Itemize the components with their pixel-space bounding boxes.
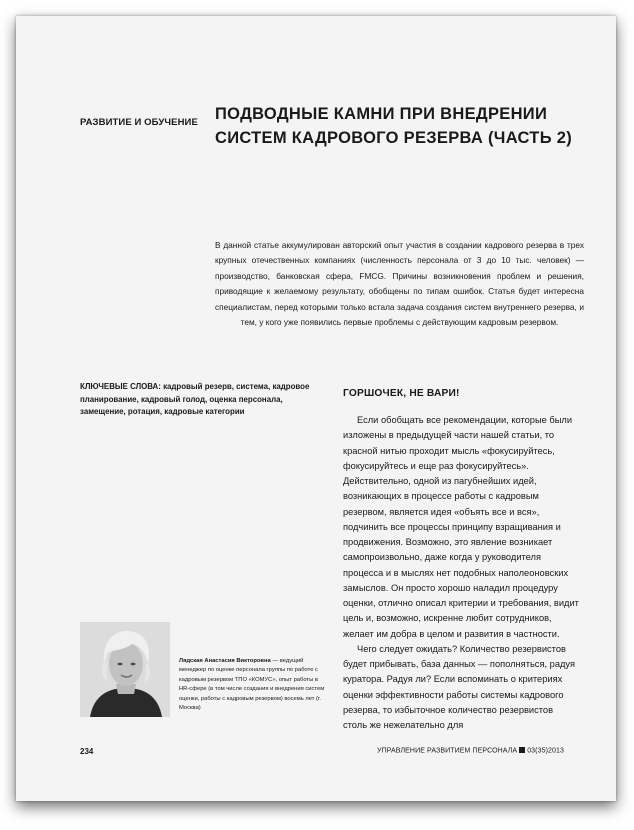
article-abstract: В данной статье аккумулирован авторский опыт участия в создании кадрового резерва в трех крупных отечественных компаниях (численность персонала от 3 до 10 тыс. человек) — производство, банковская сфера, FMCG. Причины возникновения проблем и решения, приводящие к желаемому результату, обобщены по типам ошибок. Статья будет интересна специалистам, перед которыми только встала задача создания систем внутреннего резерва, и тем, у кого уже появились первые проблемы с действующим кадровым резервом.: [215, 240, 584, 328]
article-body: [343, 388, 579, 733]
title-line: ПОДВОДНЫЕ КАМНИ ПРИ ВНЕДРЕНИИ: [215, 105, 548, 123]
author-name: Лядская Анастасия Викторовна: [179, 658, 271, 664]
page-number: 234: [80, 747, 94, 756]
magazine-page: [16, 16, 616, 801]
body-paragraph: Если обобщать все рекомендации, которые были изложены в предыдущей части нашей статьи, то красной нитью проходит мысль «фокусируйтесь, фокусируйтесь и еще раз фокусируйтесь». Действительно, одной из пагубнейших идей, возникающих в процессе работы с кадровым резервом, является идея «объять все и вся», подчинить все процессы принципу взращивания и продвижения. Возможно, это явление возникает самопроизвольно, даже когда у руководителя процесса и в мыслях нет подобных наполеоновских замыслов. Он просто хорошо наладил процедуру оценки, отлично описал критерии и требования, видит цель и, возможно, искренне любит сотрудников, желает им добра в целом и развития в частности.: [343, 415, 579, 639]
author-photo: [80, 622, 170, 717]
title-line: СИСТЕМ КАДРОВОГО РЕЗЕРВА (ЧАСТЬ 2): [215, 129, 573, 147]
keywords: КЛЮЧЕВЫЕ СЛОВА: кадровый резерв, система, кадровое планирование, кадровый голод, оценка персонала, замещение, ротация, кадровые категории: [80, 382, 310, 417]
journal-footer: [377, 747, 564, 755]
section-heading: ГОРШОЧЕК, НЕ ВАРИ!: [343, 388, 460, 399]
author-bio: — ведущий менеджер по оценке персонала группы по работе с кадровым резервом ТПО «КОМУС», опыт работы в HR-сфере (в том числе создания и внедрения систем оценки, работы с кадровым резервом) восемь лет (г. Москва): [179, 658, 325, 712]
issue-number: 03(35)2013: [527, 747, 564, 755]
square-bullet-icon: [519, 747, 525, 753]
author-caption: [179, 657, 329, 713]
article-title: [215, 102, 575, 150]
section-label: РАЗВИТИЕ И ОБУЧЕНИЕ: [80, 117, 198, 128]
journal-name: УПРАВЛЕНИЕ РАЗВИТИЕМ ПЕРСОНАЛА: [377, 747, 518, 755]
body-paragraph: Чего следует ожидать? Количество резервистов будет прибывать, база данных — пополняться, радуя куратора. Радуя ли? Если вспоминать о критериях оценки эффективности работы системы кадрового резерва, то избыточное количество резервистов столь же нежелательно для: [343, 643, 576, 730]
author-portrait-image: [80, 622, 170, 717]
